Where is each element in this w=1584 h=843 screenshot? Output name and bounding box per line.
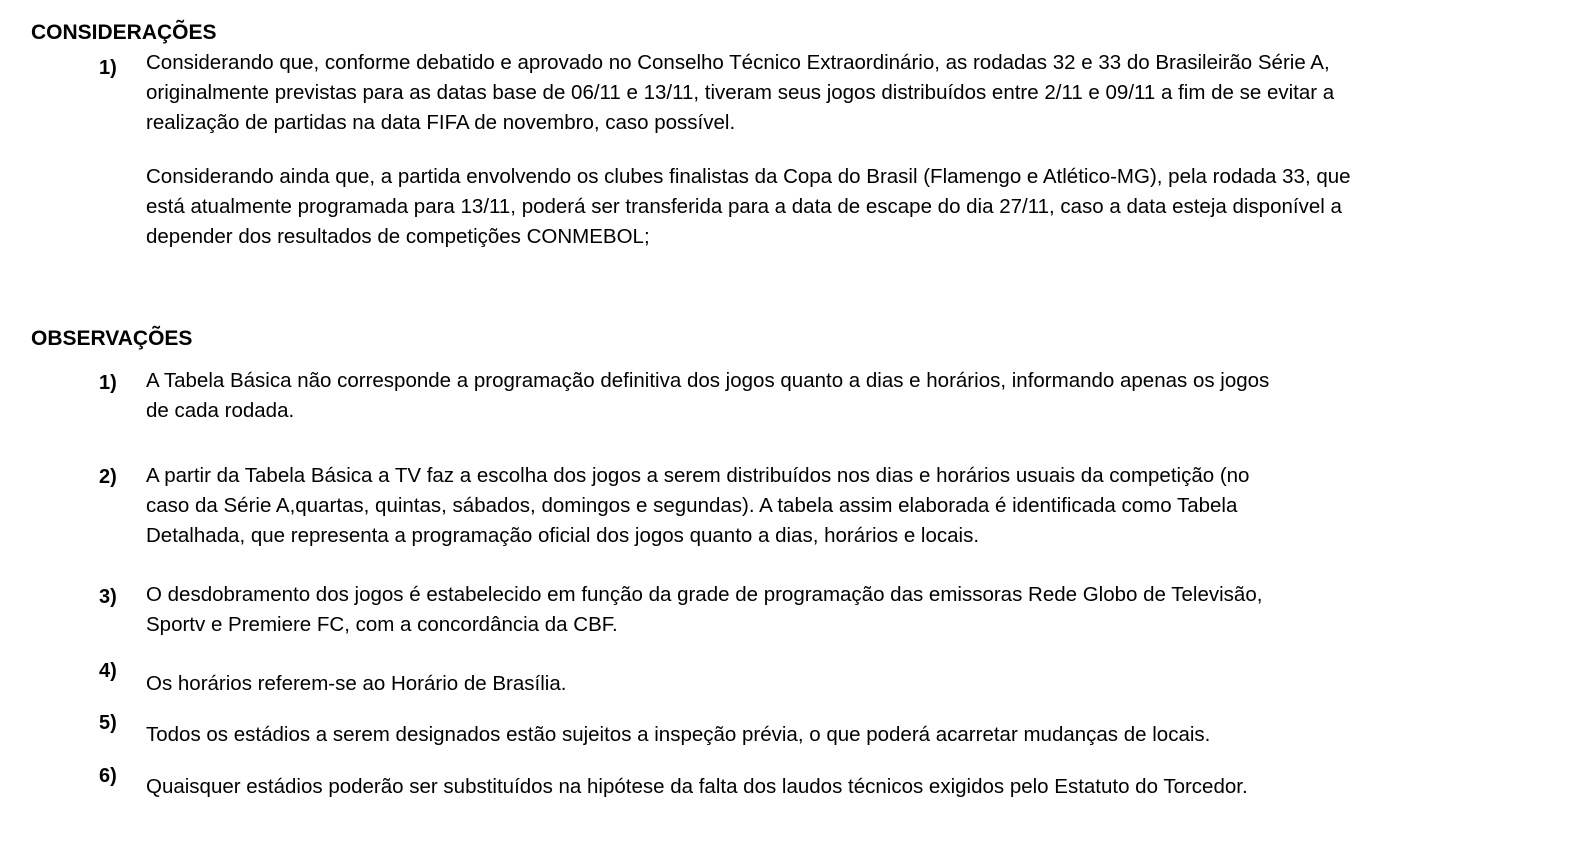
observacao-3-number: 3)	[99, 586, 117, 608]
paragraph-line: Detalhada, que representa a programação oficial dos jogos quanto a dias, horários e locais.	[146, 524, 980, 547]
paragraph-line: de cada rodada.	[146, 399, 295, 422]
paragraph-line: O desdobramento dos jogos é estabelecido em função da grade de programação das emissoras Rede Globo de Televisão,	[146, 583, 1263, 606]
paragraph-line: caso da Série A,quartas, quintas, sábados, domingos e segundas). A tabela assim elaborada é identificada como Tabela	[146, 494, 1238, 517]
paragraph-line: está atualmente programada para 13/11, poderá ser transferida para a data de escape do dia 27/11, caso a data esteja disponível a	[146, 195, 1342, 218]
observacao-5-text	[146, 720, 1210, 750]
observacao-1-text	[146, 366, 1269, 426]
observacao-2-number: 2)	[99, 466, 117, 488]
paragraph-line: Todos os estádios a serem designados estão sujeitos a inspeção prévia, o que poderá acarretar mudanças de locais.	[146, 723, 1211, 746]
paragraph-line: Quaisquer estádios poderão ser substituídos na hipótese da falta dos laudos técnicos exigidos pelo Estatuto do Torcedor.	[146, 775, 1248, 798]
observacao-1-number: 1)	[99, 372, 117, 394]
observacao-4-text	[146, 669, 566, 699]
paragraph-line: Considerando ainda que, a partida envolvendo os clubes finalistas da Copa do Brasil (Flamengo e Atlético-MG), pela rodada 33, que	[146, 165, 1351, 188]
paragraph-line: originalmente previstas para as datas base de 06/11 e 13/11, tiveram seus jogos distribuídos entre 2/11 e 09/11 a fim de se evitar a	[146, 81, 1335, 104]
observacao-3-text	[146, 580, 1262, 640]
section-title-observacoes: OBSERVAÇÕES	[31, 327, 193, 350]
paragraph-line: Sportv e Premiere FC, com a concordância da CBF.	[146, 613, 618, 636]
paragraph-line: A partir da Tabela Básica a TV faz a escolha dos jogos a serem distribuídos nos dias e horários usuais da competição (no	[146, 464, 1250, 487]
observacao-6-number: 6)	[99, 765, 117, 787]
observacao-5-number: 5)	[99, 712, 117, 734]
paragraph-line: realização de partidas na data FIFA de novembro, caso possível.	[146, 111, 736, 134]
observacao-6-text	[146, 772, 1248, 802]
observacao-2-text	[146, 461, 1249, 551]
consideracoes-paragraph-1	[146, 48, 1334, 138]
consideracoes-paragraph-2	[146, 162, 1351, 252]
observacao-4-number: 4)	[99, 660, 117, 682]
section-title-consideracoes: CONSIDERAÇÕES	[31, 21, 217, 44]
paragraph-line: Os horários referem-se ao Horário de Brasília.	[146, 672, 567, 695]
consideracoes-item-number: 1)	[99, 57, 117, 79]
paragraph-line: A Tabela Básica não corresponde a programação definitiva dos jogos quanto a dias e horários, informando apenas os jogos	[146, 369, 1270, 392]
paragraph-line: depender dos resultados de competições CONMEBOL;	[146, 225, 650, 248]
paragraph-line: Considerando que, conforme debatido e aprovado no Conselho Técnico Extraordinário, as rodadas 32 e 33 do Brasileirão Série A,	[146, 51, 1330, 74]
